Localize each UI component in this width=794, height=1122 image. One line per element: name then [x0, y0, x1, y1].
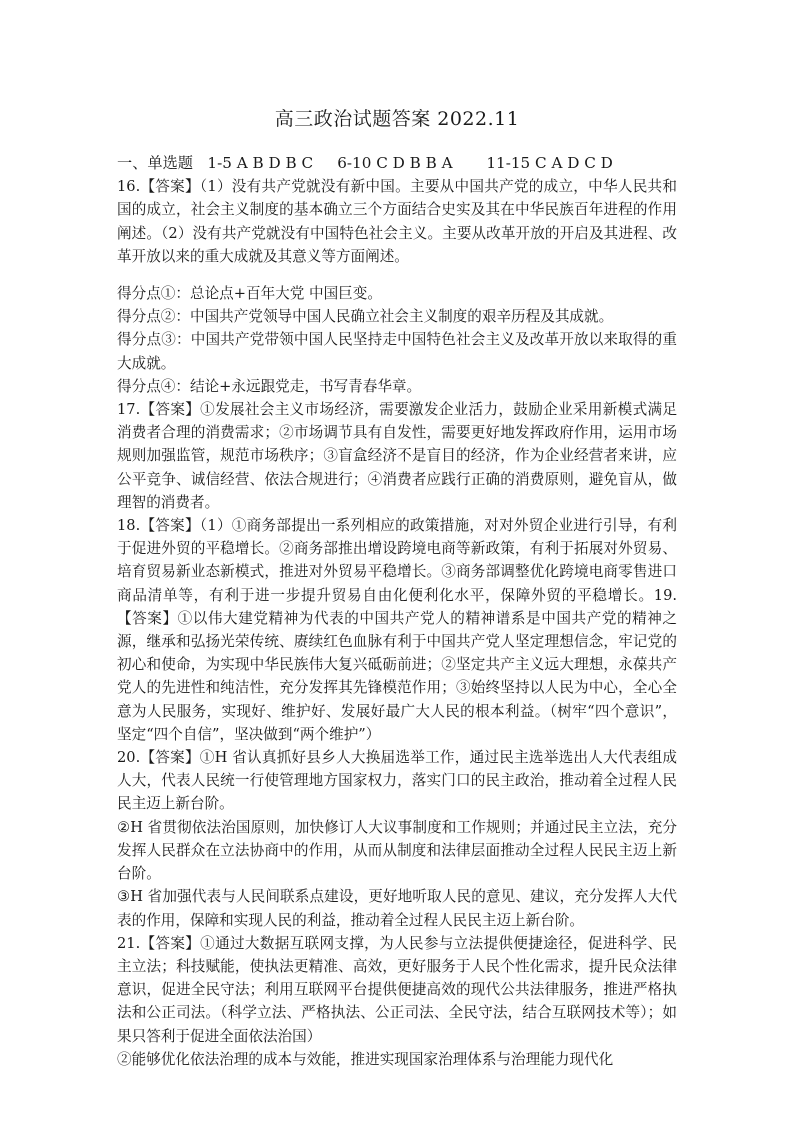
- document-title: 高三政治试题答案 2022.11: [274, 108, 520, 130]
- answer-17: 17.【答案】①发展社会主义市场经济，需要激发企业活力，鼓励企业采用新模式满足消费者合理的消费需求；②市场调节具有自发性，需要更好地发挥政府作用，运用市场规则加强监管，规范市场秩序；③盲盒经济不是盲目的经济，作为企业经营者来讲，应公平竞争、诚信经营、依法合规进行；④消费者应践行正确的消费原则，避免盲从，做理智的消费者。: [117, 401, 677, 511]
- scoring-point-2: 得分点②：中国共产党领导中国人民确立社会主义制度的艰辛历程及其成就。: [117, 308, 614, 326]
- answer-body: [117, 152, 677, 1071]
- scoring-point-3: 得分点③：中国共产党带领中国人民坚持走中国特色社会主义及改革开放以来取得的重大成就。: [117, 331, 677, 372]
- answer-20-point-1: 20.【答案】①H 省认真抓好县乡人大换届选举工作，通过民主选举选出人大代表组成人大，代表人民统一行使管理地方国家权力，落实门口的民主政治，推动着全过程人民民主迈上新台阶。: [117, 749, 677, 813]
- answer-20-point-2: ②H 省贯彻依法治国原则，加快修订人大议事制度和工作规则；并通过民主立法，充分发挥人民群众在立法协商中的作用，从而从制度和法律层面推动全过程人民民主迈上新台阶。: [117, 818, 677, 883]
- answer-16: 16.【答案】（1）没有共产党就没有新中国。主要从中国共产党的成立，中华人民共和国的成立，社会主义制度的基本确立三个方面结合史实及其在中华民族百年进程的作用阐述。（2）没有共产党就没有中国特色社会主义。主要从改革开放的开启及其进程、改革开放以来的重大成就及其意义等方面阐述。: [117, 178, 677, 265]
- scoring-point-4: 得分点④：结论+永远跟党走，书写青春华章。: [117, 377, 422, 395]
- paragraph-gap: [117, 268, 677, 282]
- answer-21-point-1: 21.【答案】①通过大数据互联网支撑，为人民参与立法提供便捷途径，促进科学、民主立法；科技赋能，使执法更精准、高效，更好服务于人民个性化需求，提升民众法律意识，促进全民守法；利用互联网平台提供便捷高效的现代公共法律服务，推进严格执法和公正司法。（科学立法、严格执法、公正司法、全民守法，结合互联网技术等）；如果只答利于促进全面依法治国）: [117, 934, 677, 1045]
- scoring-point-1: 得分点①：总论点+百年大党 中国巨变。: [117, 285, 382, 303]
- multiple-choice-answers: 一、单选题 1-5 A B D B C 6-10 C D B B A 11-15 C A D C D: [117, 154, 613, 172]
- answer-21-point-2: ②能够优化依法治理的成本与效能，推进实现国家治理体系与治理能力现代化: [117, 1050, 614, 1068]
- answer-20-point-3: ③H 省加强代表与人民间联系点建设，更好地听取人民的意见、建议，充分发挥人大代表的作用，保障和实现人民的利益，推动着全过程人民民主迈上新台阶。: [117, 888, 677, 929]
- answer-18-19: 18.【答案】（1）①商务部提出一系列相应的政策措施，对对外贸企业进行引导，有利于促进外贸的平稳增长。②商务部推出增设跨境电商等新政策，有利于拓展对外贸易、培育贸易新业态新模式，推进对外贸易平稳增长。③商务部调整优化跨境电商零售进口商品清单等，有利于进一步提升贸易自由化便利化水平，保障外贸的平稳增长。19.【答案】①以伟大建党精神为代表的中国共产党人的精神谱系是中国共产党的精神之源，继承和弘扬光荣传统、赓续红色血脉有利于中国共产党人坚定理想信念，牢记党的初心和使命，为实现中华民族伟大复兴砥砺前进；②坚定共产主义远大理想，永葆共产党人的先进性和纯洁性，充分发挥其先锋模范作用；③始终坚持以人民为中心，全心全意为人民服务，实现好、维护好、发展好最广大人民的根本利益。（树牢“四个意识”，坚定“四个自信”，坚决做到“两个维护”）: [117, 517, 677, 743]
